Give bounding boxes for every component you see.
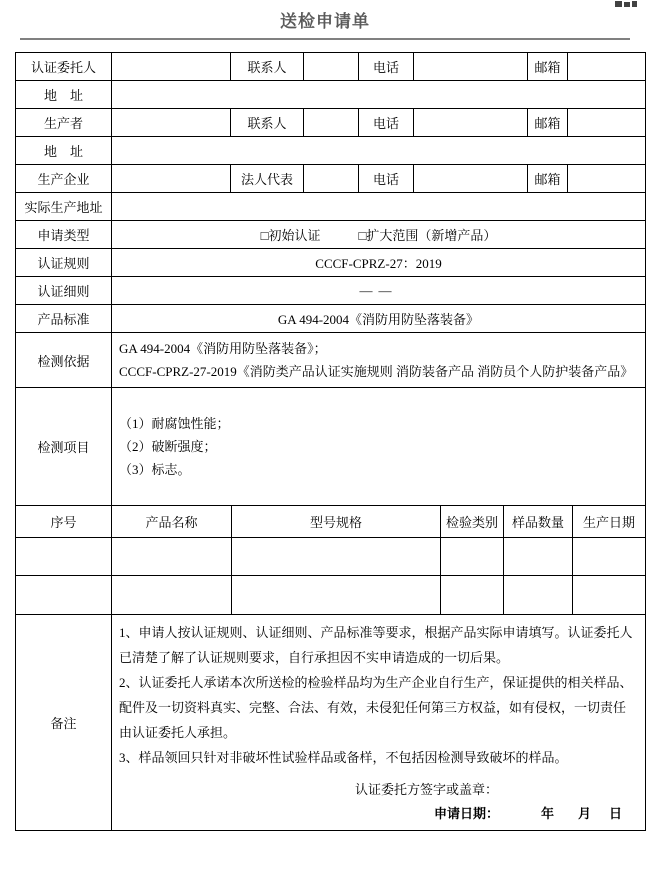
certification-rule-value: CCCF-CPRZ-27：2019 — [112, 249, 646, 277]
page-title: 送检申请单 — [280, 12, 370, 31]
producer-contact-label: 联系人 — [231, 109, 304, 137]
month-label: 月 — [578, 806, 592, 821]
actual-production-address-label: 实际生产地址 — [16, 193, 112, 221]
applicant-address-label: 地 址 — [16, 81, 112, 109]
column-header-production-date: 生产日期 — [573, 506, 646, 538]
applicant-field[interactable] — [112, 53, 231, 81]
applicant-email-label: 邮箱 — [528, 53, 568, 81]
test-basis-line-2: CCCF-CPRZ-27-2019《消防类产品认证实施规则 消防装备产品 消防员个人防护装备产品》 — [119, 364, 634, 379]
product-cell[interactable] — [441, 576, 504, 615]
test-basis-line-1: GA 494-2004《消防用防坠落装备》； — [119, 341, 327, 356]
test-item-2: （2）破断强度； — [119, 439, 217, 454]
remarks-item-1: 1、申请人按认证规则、认证细则、产品标准等要求，根据产品实际申请填写。认证委托人已清楚了解了认证规则要求，自行承担因不实申请造成的一切后果。 — [119, 625, 633, 665]
manufacturer-label: 生产企业 — [16, 165, 112, 193]
producer-address-field[interactable] — [112, 137, 646, 165]
producer-phone-label: 电话 — [359, 109, 414, 137]
column-header-seq: 序号 — [16, 506, 112, 538]
checkbox-initial-certification[interactable]: □初始认证 — [260, 228, 321, 243]
applicant-contact-label: 联系人 — [231, 53, 304, 81]
application-date-line — [119, 802, 638, 826]
applicant-address-field[interactable] — [112, 81, 646, 109]
manufacturer-email-label: 邮箱 — [528, 165, 568, 193]
certification-detail-label: 认证细则 — [16, 277, 112, 305]
producer-email-field[interactable] — [568, 109, 646, 137]
manufacturer-phone-label: 电话 — [359, 165, 414, 193]
remarks-label: 备注 — [16, 615, 112, 831]
product-cell[interactable] — [573, 576, 646, 615]
table-row — [16, 249, 646, 277]
remarks-table — [15, 614, 646, 831]
product-row — [16, 538, 646, 576]
clipped-corner-artifact — [615, 0, 645, 8]
form-container — [15, 52, 650, 831]
day-label: 日 — [609, 806, 623, 821]
table-row — [16, 109, 646, 137]
product-cell[interactable] — [16, 576, 112, 615]
product-cell[interactable] — [504, 576, 573, 615]
application-type-options — [112, 221, 646, 249]
signature-block — [119, 778, 638, 826]
year-label: 年 — [541, 806, 555, 821]
producer-email-label: 邮箱 — [528, 109, 568, 137]
remarks-item-3: 3、样品领回只针对非破坏性试验样品或备样，不包括因检测导致破坏的样品。 — [119, 750, 568, 765]
product-standard-label: 产品标准 — [16, 305, 112, 333]
table-row — [16, 137, 646, 165]
table-row — [16, 305, 646, 333]
applicant-phone-field[interactable] — [414, 53, 528, 81]
application-date-label: 申请日期： — [434, 806, 500, 821]
title-divider — [20, 38, 630, 40]
manufacturer-legal-rep-field[interactable] — [304, 165, 359, 193]
column-header-model-spec: 型号规格 — [232, 506, 441, 538]
checkbox-scope-expansion[interactable]: □扩大范围（新增产品） — [358, 228, 497, 243]
certification-rule-label: 认证规则 — [16, 249, 112, 277]
table-row — [16, 277, 646, 305]
producer-address-label: 地 址 — [16, 137, 112, 165]
applicant-email-field[interactable] — [568, 53, 646, 81]
product-table-header-row — [16, 506, 646, 538]
product-cell[interactable] — [16, 538, 112, 576]
product-row — [16, 576, 646, 615]
applicant-label: 认证委托人 — [16, 53, 112, 81]
product-standard-value: GA 494-2004《消防用防坠落装备》 — [112, 305, 646, 333]
manufacturer-legal-rep-label: 法人代表 — [231, 165, 304, 193]
column-header-sample-qty: 样品数量 — [504, 506, 573, 538]
manufacturer-field[interactable] — [112, 165, 231, 193]
producer-phone-field[interactable] — [414, 109, 528, 137]
test-items-value — [112, 388, 646, 506]
applicant-phone-label: 电话 — [359, 53, 414, 81]
product-cell[interactable] — [232, 538, 441, 576]
producer-label: 生产者 — [16, 109, 112, 137]
applicant-contact-field[interactable] — [304, 53, 359, 81]
table-row — [16, 221, 646, 249]
producer-contact-field[interactable] — [304, 109, 359, 137]
test-basis-value — [112, 333, 646, 388]
test-item-1: （1）耐腐蚀性能； — [119, 416, 230, 431]
manufacturer-email-field[interactable] — [568, 165, 646, 193]
application-type-label: 申请类型 — [16, 221, 112, 249]
applicant-info-table — [15, 52, 646, 506]
test-item-3: （3）标志。 — [119, 462, 191, 477]
remarks-content — [112, 615, 646, 831]
table-row — [16, 53, 646, 81]
product-cell[interactable] — [441, 538, 504, 576]
product-cell[interactable] — [112, 538, 232, 576]
column-header-product-name: 产品名称 — [112, 506, 232, 538]
table-row — [16, 615, 646, 831]
test-basis-label: 检测依据 — [16, 333, 112, 388]
actual-production-address-field[interactable] — [112, 193, 646, 221]
product-table — [15, 505, 646, 615]
remarks-item-2: 2、认证委托人承诺本次所送检的检验样品均为生产企业自行生产，保证提供的相关样品、配件及一切资料真实、完整、合法、有效，未侵犯任何第三方权益，如有侵权，一切责任由认证委托人承担。 — [119, 675, 633, 740]
producer-field[interactable] — [112, 109, 231, 137]
signature-label: 认证委托方签字或盖章： — [355, 782, 499, 797]
product-cell[interactable] — [112, 576, 232, 615]
table-row — [16, 193, 646, 221]
product-cell[interactable] — [504, 538, 573, 576]
certification-detail-value: —— — [112, 277, 646, 305]
column-header-inspection-type: 检验类别 — [441, 506, 504, 538]
product-cell[interactable] — [232, 576, 441, 615]
table-row — [16, 333, 646, 388]
table-row — [16, 81, 646, 109]
table-row — [16, 388, 646, 506]
test-items-label: 检测项目 — [16, 388, 112, 506]
manufacturer-phone-field[interactable] — [414, 165, 528, 193]
table-row — [16, 165, 646, 193]
product-cell[interactable] — [573, 538, 646, 576]
